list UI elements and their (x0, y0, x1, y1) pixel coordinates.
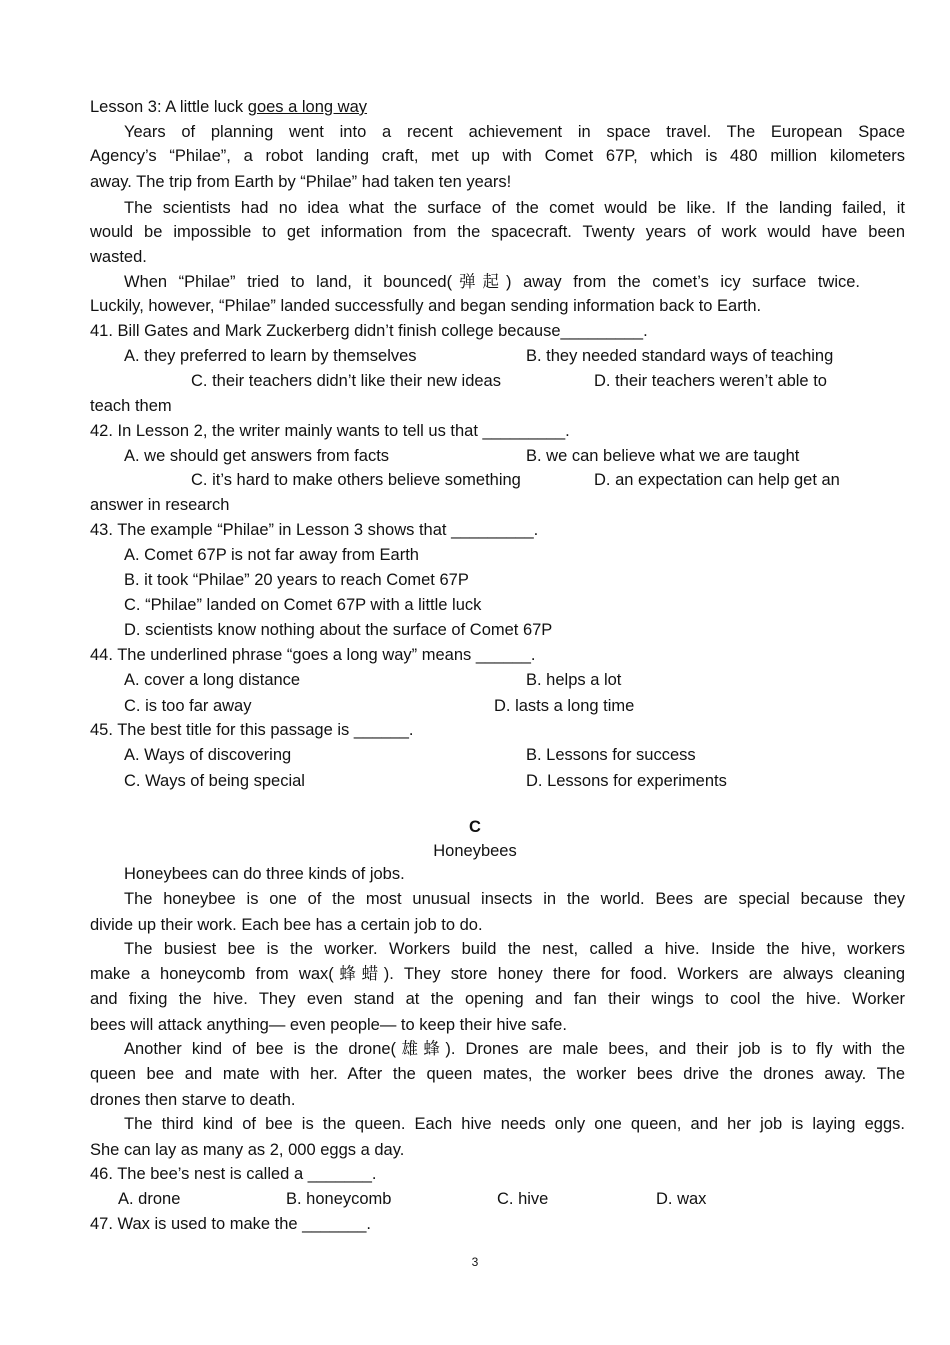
q43-stem: 43. The example “Philae” in Lesson 3 shows that _________. (90, 521, 539, 539)
section-c-para4-line3: drones then starve to death. (90, 1091, 296, 1109)
q42-stem: 42. In Lesson 2, the writer mainly wants to tell us that _________. (90, 422, 570, 440)
q41-option-a: A. they preferred to learn by themselves (124, 347, 417, 365)
q41-option-d: D. their teachers weren’t able to (594, 372, 827, 390)
lesson3-para2-line2: would be impossible to get information from the spacecraft. Twenty years of work would have been (90, 223, 905, 241)
section-c-para5-line1: The third kind of bee is the queen. Each hive needs only one queen, and her job is laying eggs. (124, 1115, 905, 1133)
q42-option-b: B. we can believe what we are taught (526, 447, 800, 465)
q42-option-d-continued: answer in research (90, 496, 230, 514)
q43-option-a: A. Comet 67P is not far away from Earth (124, 546, 419, 564)
section-c-title: Honeybees (433, 842, 517, 860)
section-c-para1: Honeybees can do three kinds of jobs. (124, 865, 405, 883)
q43-option-c: C. “Philae” landed on Comet 67P with a little luck (124, 596, 482, 614)
q46-option-a: A. drone (118, 1190, 181, 1208)
section-c-para4-line2: queen bee and mate with her. After the queen mates, the worker bees drive the drones away. The (90, 1065, 905, 1083)
q42-option-d: D. an expectation can help get an (594, 471, 840, 489)
section-c-letter: C (469, 818, 481, 836)
section-c-para3-line4: bees will attack anything— even people— to keep their hive safe. (90, 1016, 567, 1034)
q45-option-a: A. Ways of discovering (124, 746, 292, 764)
q41-option-c: C. their teachers didn’t like their new ideas (191, 372, 501, 390)
q45-option-b: B. Lessons for success (526, 746, 696, 764)
section-c-para2-line1: The honeybee is one of the most unusual insects in the world. Bees are special because they (124, 890, 905, 908)
q45-option-c: C. Ways of being special (124, 772, 305, 790)
section-c-para3-line3: and fixing the hive. They even stand at the opening and fan their wings to cool the hive. Worker (90, 990, 905, 1008)
q43-option-b: B. it took “Philae” 20 years to reach Comet 67P (124, 571, 469, 589)
q46-option-c: C. hive (497, 1190, 549, 1208)
lesson3-para3-line2: Luckily, however, “Philae” landed successfully and began sending information back to Earth. (90, 297, 762, 315)
lesson3-para3-line1: When “Philae” tried to land, it bounced(弹起) away from the comet’s icy surface twice. (124, 273, 860, 291)
section-c-para2-line2: divide up their work. Each bee has a certain job to do. (90, 916, 483, 934)
q44-option-a: A. cover a long distance (124, 671, 301, 689)
q44-option-c: C. is too far away (124, 697, 252, 715)
q41-option-d-continued: teach them (90, 397, 172, 415)
q44-stem: 44. The underlined phrase “goes a long way” means ______. (90, 646, 536, 664)
q46-option-b: B. honeycomb (286, 1190, 392, 1208)
lesson3-para1-line1: Years of planning went into a recent achievement in space travel. The European Space (124, 123, 905, 141)
lesson3-heading (90, 97, 367, 117)
q46-option-d: D. wax (656, 1190, 707, 1208)
q42-option-c: C. it’s hard to make others believe something (191, 471, 521, 489)
q42-option-a: A. we should get answers from facts (124, 447, 390, 465)
lesson3-para1-line3: away. The trip from Earth by “Philae” had taken ten years! (90, 173, 512, 191)
q44-option-d: D. lasts a long time (494, 697, 635, 715)
q47-stem: 47. Wax is used to make the _______. (90, 1215, 371, 1233)
section-c-para3-line2: make a honeycomb from wax(蜂蜡). They store honey there for food. Workers are always cleaning (90, 965, 905, 983)
section-c-para4-line1: Another kind of bee is the drone(雄蜂). Drones are male bees, and their job is to fly with the (124, 1040, 905, 1058)
q45-option-d: D. Lessons for experiments (526, 772, 727, 790)
q44-option-b: B. helps a lot (526, 671, 622, 689)
lesson3-para2-line3: wasted. (90, 248, 147, 266)
lesson3-para1-line2: Agency’s “Philae”, a robot landing craft, met up with Comet 67P, which is 480 million kilometers (90, 147, 905, 165)
q45-stem: 45. The best title for this passage is ______. (90, 721, 414, 739)
heading-text: Lesson 3: A little luck (90, 98, 248, 116)
page-number: 3 (471, 1255, 479, 1269)
q41-stem: 41. Bill Gates and Mark Zuckerberg didn’t finish college because_________. (90, 322, 648, 340)
lesson3-para2-line1: The scientists had no idea what the surface of the comet would be like. If the landing failed, it (124, 199, 905, 217)
q46-stem: 46. The bee’s nest is called a _______. (90, 1165, 377, 1183)
heading-underlined-phrase: goes a long way (247, 98, 368, 116)
section-c-para3-line1: The busiest bee is the worker. Workers build the nest, called a hive. Inside the hive, workers (124, 940, 905, 958)
q43-option-d: D. scientists know nothing about the surface of Comet 67P (124, 621, 553, 639)
q41-option-b: B. they needed standard ways of teaching (526, 347, 834, 365)
section-c-para5-line2: She can lay as many as 2, 000 eggs a day. (90, 1141, 405, 1159)
